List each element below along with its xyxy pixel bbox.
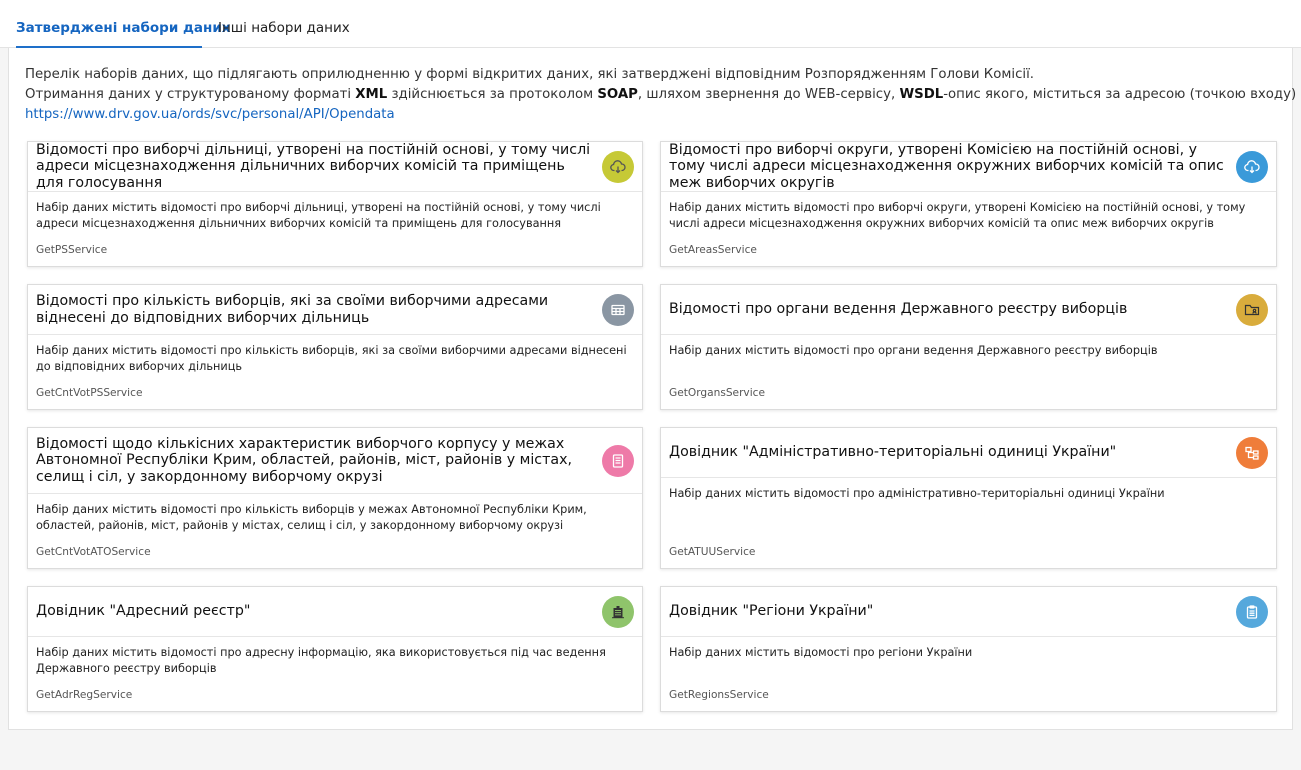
dataset-card-address-registry[interactable]	[27, 586, 643, 712]
card-service-name: GetRegionsService	[669, 689, 769, 701]
card-header	[28, 285, 642, 335]
intro-text	[25, 65, 1297, 125]
card-service-name: GetAreasService	[669, 244, 757, 256]
dataset-card-regions[interactable]	[660, 586, 1277, 712]
intro-line-1: Перелік наборів даних, що підлягають оприлюдненню у формі відкритих даних, які затверджені відповідним Розпорядженням Голови Комісії.	[25, 67, 1035, 82]
dataset-card-voters-count[interactable]	[27, 284, 643, 410]
card-title: Відомості про органи ведення Державного реєстру виборців	[669, 301, 1128, 318]
card-header	[28, 142, 642, 192]
card-title: Відомості про виборчі округи, утворені Комісією на постійній основі, у тому числі адреси місцезнаходження окружних виборчих комісій та опис меж виборчих округів	[669, 141, 1224, 191]
card-service-name: GetAdrRegService	[36, 689, 133, 701]
dataset-card-administrative-units[interactable]	[660, 427, 1277, 569]
building-icon	[602, 596, 634, 628]
card-title: Довідник "Адміністративно-територіальні одиниці України"	[669, 444, 1117, 461]
folder-user-icon	[1236, 294, 1268, 326]
card-title: Довідник "Адресний реєстр"	[36, 603, 251, 620]
card-header	[28, 587, 642, 637]
intro-line-2	[25, 85, 1297, 105]
table-icon	[602, 294, 634, 326]
card-title: Довідник "Регіони України"	[669, 603, 874, 620]
intro-text-part: , шляхом звернення до WEB-сервісу,	[637, 87, 900, 102]
card-header	[661, 142, 1276, 192]
hierarchy-icon	[1236, 437, 1268, 469]
intro-text-part: -опис якого, міститься за адресою (точкою входу)	[943, 87, 1297, 102]
card-title: Відомості про кількість виборців, які за своїми виборчими адресами віднесені до відповідних виборчих дільниць	[36, 293, 549, 326]
card-service-name: GetCntVotPSService	[36, 387, 143, 399]
card-header	[661, 285, 1276, 335]
dataset-card-districts[interactable]	[660, 141, 1277, 267]
document-icon	[602, 445, 634, 477]
card-header	[661, 428, 1276, 478]
tabs-bar	[0, 0, 1301, 48]
card-description: Набір даних містить відомості про кількість виборців у межах Автономної Республіки Крим, областей, районів, міст, районів у містах, селищ і сіл, у закордонному виборчому окрузі	[36, 503, 587, 532]
card-header	[28, 428, 642, 494]
card-description: Набір даних містить відомості про органи ведення Державного реєстру виборців	[669, 344, 1158, 357]
soap-label: SOAP	[597, 87, 638, 102]
card-service-name: GetOrgansService	[669, 387, 765, 399]
clipboard-icon	[1236, 596, 1268, 628]
dataset-card-electorate-characteristics[interactable]	[27, 427, 643, 569]
card-header	[661, 587, 1276, 637]
datasets-panel	[8, 48, 1297, 730]
wsdl-label: WSDL	[899, 87, 944, 102]
cloud-download-icon	[602, 151, 634, 183]
card-description: Набір даних містить відомості про адресну інформацію, яка використовується під час ведення Державного реєстру виборців	[36, 646, 606, 675]
xml-label: XML	[355, 87, 388, 102]
card-service-name: GetPSService	[36, 244, 108, 256]
tab-approved-datasets[interactable]: Затверджені набори даних	[16, 0, 202, 48]
card-description: Набір даних містить відомості про регіони України	[669, 646, 973, 659]
dataset-card-registry-organs[interactable]	[660, 284, 1277, 410]
intro-line-3	[25, 105, 1275, 125]
intro-text-part: Отримання даних у структурованому форматі	[25, 87, 356, 102]
dataset-card-polling-stations[interactable]	[27, 141, 643, 267]
intro-text-part: здійснюється за протоколом	[387, 87, 598, 102]
tab-other-datasets[interactable]: Інші набори даних	[218, 20, 350, 36]
cloud-download-icon	[1236, 151, 1268, 183]
card-description: Набір даних містить відомості про адміністративно-територіальні одиниці України	[669, 487, 1165, 500]
api-endpoint-link[interactable]: https://www.drv.gov.ua/ords/svc/personal/API/Opendata	[25, 107, 395, 122]
card-service-name: GetCntVotATOService	[36, 546, 151, 558]
card-description: Набір даних містить відомості про кількість виборців, які за своїми виборчими адресами віднесені до відповідних виборчих дільниць	[36, 344, 627, 373]
card-title: Відомості щодо кількісних характеристик виборчого корпусу у межах Автономної Республіки Крим, областей, районів, міст, районів у містах, селищ і сіл, у закордонному виборчому окрузі	[36, 435, 572, 485]
card-description: Набір даних містить відомості про виборчі дільниці, утворені на постійній основі, у тому числі адреси місцезнаходження дільничних виборчих комісій та приміщень для голосування	[36, 201, 601, 230]
card-service-name: GetATUUService	[669, 546, 756, 558]
card-title: Відомості про виборчі дільниці, утворені на постійній основі, у тому числі адреси місцезнаходження дільничних виборчих комісій та приміщень для голосування	[36, 141, 591, 191]
card-description: Набір даних містить відомості про виборчі округи, утворені Комісією на постійній основі, у тому числі адреси місцезнаходження окружних виборчих комісій та опис меж виборчих округів	[669, 201, 1246, 230]
